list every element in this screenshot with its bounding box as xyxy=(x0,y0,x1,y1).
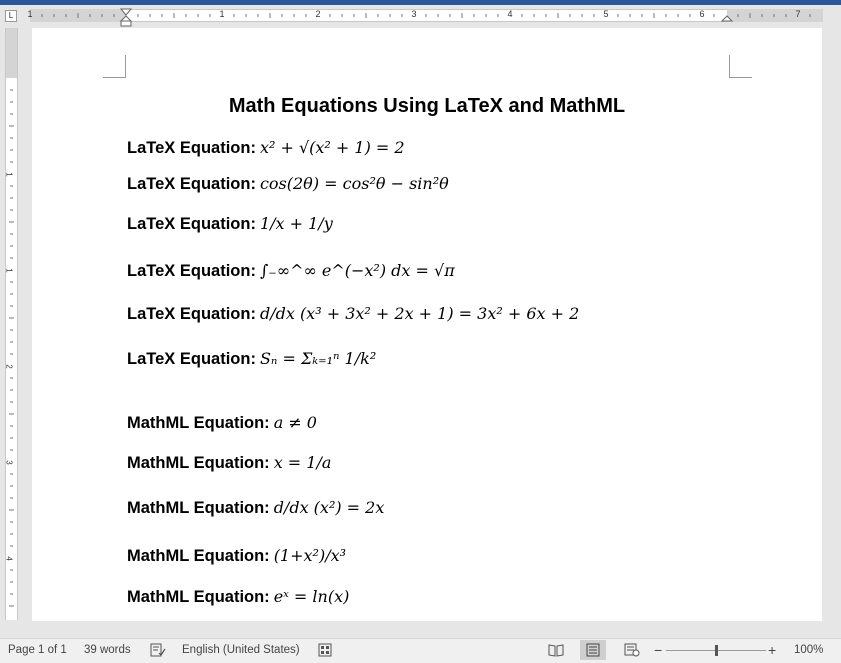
equation-math: (1+x²)/x³ xyxy=(273,546,347,565)
vertical-ruler-number: 1 xyxy=(4,172,14,177)
mathml-equation-line[interactable] xyxy=(127,587,349,607)
equation-label: MathML Equation: xyxy=(127,588,270,606)
equation-label: LaTeX Equation: xyxy=(127,262,256,280)
equation-math: d/dx (x³ + 3x² + 2x + 1) = 3x² + 6x + 2 xyxy=(259,304,580,323)
equation-math: x = 1/a xyxy=(273,453,332,472)
ruler-number: 7 xyxy=(795,9,801,19)
print-layout-button[interactable] xyxy=(580,640,606,660)
equation-math: x² + √(x² + 1) = 2 xyxy=(259,138,405,157)
zoom-in-button[interactable]: + xyxy=(768,642,777,658)
equation-label: LaTeX Equation: xyxy=(127,175,256,193)
latex-equation-line[interactable] xyxy=(127,304,579,324)
equation-label: MathML Equation: xyxy=(127,454,270,472)
equation-math: cos(2θ) = cos²θ − sin²θ xyxy=(259,174,449,193)
ruler-ticks xyxy=(0,5,841,27)
tab-selector-icon[interactable]: L xyxy=(5,10,17,22)
right-indent-marker[interactable] xyxy=(722,16,732,21)
page-count[interactable]: Page 1 of 1 xyxy=(8,644,67,656)
equation-math: ∫₋∞^∞ e^(−x²) dx = √π xyxy=(259,261,455,280)
equation-math: d/dx (x²) = 2x xyxy=(273,498,385,517)
document-page[interactable] xyxy=(32,28,822,621)
zoom-slider-thumb[interactable] xyxy=(715,645,718,656)
proofing-icon[interactable] xyxy=(150,643,166,657)
crop-mark-top-left xyxy=(103,55,126,78)
mathml-equation-line[interactable] xyxy=(127,498,384,518)
equation-label: LaTeX Equation: xyxy=(127,350,256,368)
latex-equation-line[interactable] xyxy=(127,214,333,234)
zoom-level[interactable]: 100% xyxy=(794,644,824,656)
equation-label: MathML Equation: xyxy=(127,414,270,432)
horizontal-ruler[interactable] xyxy=(0,5,841,27)
equation-label: MathML Equation: xyxy=(127,499,270,517)
equation-label: LaTeX Equation: xyxy=(127,305,256,323)
word-count[interactable]: 39 words xyxy=(84,644,131,656)
vertical-ruler-number: 2 xyxy=(4,364,14,369)
latex-equation-line[interactable] xyxy=(127,261,455,281)
macro-recording-icon[interactable] xyxy=(318,643,332,657)
ruler-number: 2 xyxy=(315,9,321,19)
print-layout-icon xyxy=(586,643,600,657)
ruler-number: 4 xyxy=(507,9,513,19)
latex-equation-line[interactable] xyxy=(127,138,405,158)
equation-math: eˣ = ln(x) xyxy=(273,587,350,606)
mathml-equation-line[interactable] xyxy=(127,413,317,433)
latex-equation-line[interactable] xyxy=(127,349,376,369)
equation-label: MathML Equation: xyxy=(127,547,270,565)
ruler-number: 6 xyxy=(699,9,705,19)
vertical-ruler-number: 3 xyxy=(4,460,14,465)
read-mode-icon[interactable] xyxy=(548,643,564,657)
mathml-equation-line[interactable] xyxy=(127,453,331,473)
ruler-number: 1 xyxy=(219,9,225,19)
equation-math: a ≠ 0 xyxy=(273,413,317,432)
zoom-slider[interactable] xyxy=(666,650,766,651)
vertical-ruler-number: 4 xyxy=(4,556,14,561)
status-bar xyxy=(0,638,841,663)
vertical-ruler-number: 1 xyxy=(4,268,14,273)
equation-math: Sₙ = Σₖ₌₁ⁿ 1/k² xyxy=(259,349,377,368)
crop-mark-top-right xyxy=(729,55,752,78)
ruler-number: 3 xyxy=(411,9,417,19)
equation-label: LaTeX Equation: xyxy=(127,215,256,233)
zoom-out-button[interactable]: − xyxy=(654,642,663,658)
ruler-number: 5 xyxy=(603,9,609,19)
vertical-ruler[interactable] xyxy=(5,28,18,620)
language-indicator[interactable]: English (United States) xyxy=(182,644,300,656)
first-line-indent-marker[interactable] xyxy=(121,9,131,26)
equation-math: 1/x + 1/y xyxy=(259,214,333,233)
document-title[interactable]: Math Equations Using LaTeX and MathML xyxy=(228,95,626,117)
mathml-equation-line[interactable] xyxy=(127,546,346,566)
latex-equation-line[interactable] xyxy=(127,174,449,194)
ruler-number: 1 xyxy=(27,9,33,19)
equation-label: LaTeX Equation: xyxy=(127,139,256,157)
web-layout-icon[interactable] xyxy=(624,643,640,657)
vertical-ruler-ticks xyxy=(6,28,17,620)
